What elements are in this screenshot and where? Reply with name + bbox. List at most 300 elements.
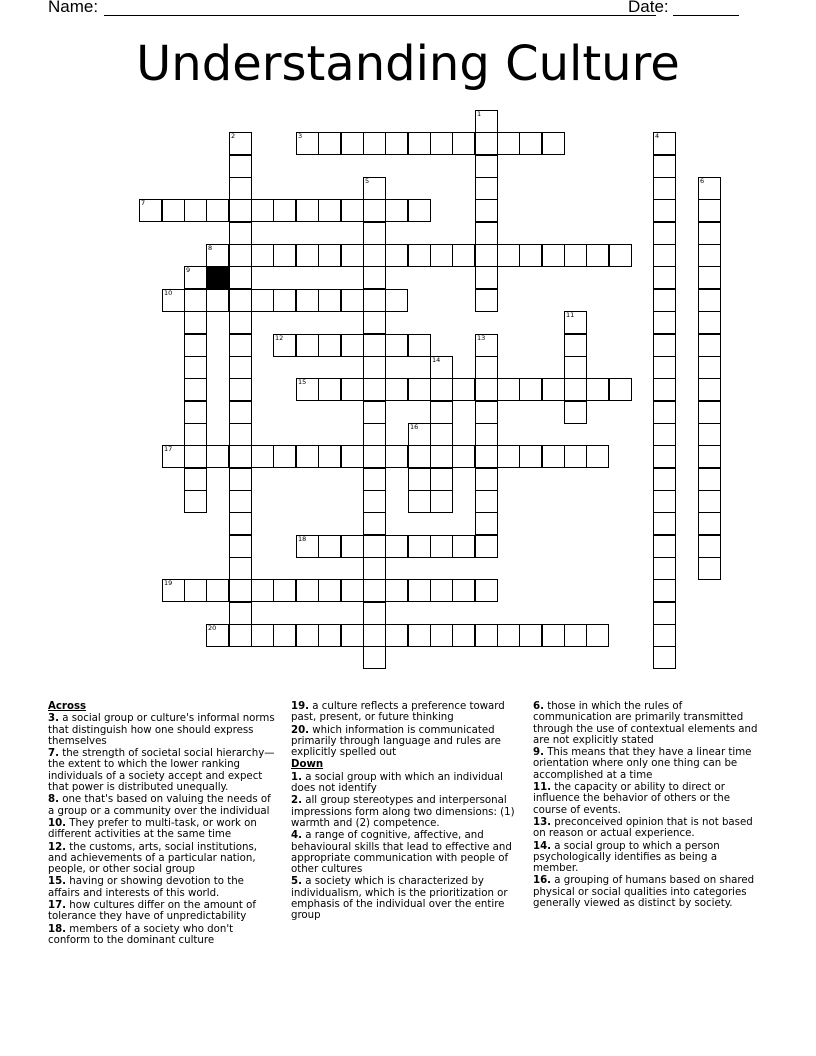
crossword-cell[interactable] <box>475 356 498 379</box>
crossword-cell[interactable] <box>542 378 565 401</box>
clue-number-label: 14 <box>432 356 441 364</box>
crossword-cell[interactable] <box>318 624 341 647</box>
crossword-cell[interactable] <box>586 244 609 267</box>
crossword-cell[interactable] <box>341 579 364 602</box>
name-label: Name: <box>48 0 99 16</box>
crossword-cell[interactable] <box>296 334 319 357</box>
crossword-cell[interactable] <box>363 579 386 602</box>
crossword-cell[interactable] <box>341 378 364 401</box>
clue-number-label: 3 <box>298 132 303 140</box>
crossword-cell[interactable] <box>385 199 408 222</box>
crossword-cell[interactable] <box>296 579 319 602</box>
crossword-cell[interactable] <box>586 378 609 401</box>
crossword-cell[interactable] <box>698 468 721 491</box>
crossword-cell[interactable] <box>229 266 252 289</box>
clue-number-label: 8 <box>208 244 213 252</box>
crossword-cell[interactable] <box>363 557 386 580</box>
crossword-cell[interactable] <box>341 244 364 267</box>
crossword-cell[interactable] <box>564 334 587 357</box>
crossword-cell[interactable] <box>318 579 341 602</box>
crossword-cell[interactable] <box>363 378 386 401</box>
crossword-cell[interactable] <box>452 579 475 602</box>
crossword-cell[interactable] <box>653 177 676 200</box>
crossword-cell[interactable] <box>475 535 498 558</box>
crossword-cell[interactable] <box>162 199 185 222</box>
crossword-cell[interactable] <box>385 289 408 312</box>
crossword-cell[interactable] <box>430 535 453 558</box>
crossword-cell[interactable] <box>273 624 296 647</box>
crossword-cell[interactable] <box>273 579 296 602</box>
crossword-cell[interactable] <box>586 624 609 647</box>
crossword-cell[interactable] <box>184 311 207 334</box>
crossword-cell[interactable] <box>408 378 431 401</box>
crossword-cell[interactable] <box>229 512 252 535</box>
crossword-cell[interactable] <box>475 222 498 245</box>
clue-number: 9. <box>533 747 544 759</box>
crossword-cell[interactable] <box>296 244 319 267</box>
crossword-cell[interactable] <box>408 490 431 513</box>
clue-number: 7. <box>48 748 59 760</box>
crossword-cell[interactable] <box>430 401 453 424</box>
crossword-cell[interactable] <box>229 155 252 178</box>
crossword-cell[interactable] <box>430 468 453 491</box>
crossword-cell[interactable] <box>363 535 386 558</box>
crossword-cell[interactable] <box>229 289 252 312</box>
crossword-cell[interactable] <box>475 266 498 289</box>
clue <box>533 782 763 816</box>
crossword-cell[interactable] <box>363 311 386 334</box>
crossword-cell[interactable] <box>229 535 252 558</box>
crossword-cell[interactable] <box>229 423 252 446</box>
clue-number-label: 4 <box>655 132 660 140</box>
crossword-cell[interactable] <box>430 624 453 647</box>
crossword-cell[interactable] <box>363 512 386 535</box>
clue-number: 6. <box>533 701 544 712</box>
crossword-cell[interactable] <box>653 423 676 446</box>
crossword-cell[interactable] <box>229 177 252 200</box>
crossword-cell[interactable] <box>653 646 676 669</box>
crossword-cell[interactable] <box>564 401 587 424</box>
clue <box>533 841 763 875</box>
crossword-cell[interactable] <box>698 490 721 513</box>
crossword-cell[interactable] <box>229 557 252 580</box>
crossword-cell[interactable] <box>408 468 431 491</box>
crossword-cell[interactable] <box>653 244 676 267</box>
clue-text: a social group to which a person psychologically identifies as being a member. <box>533 840 720 875</box>
clue-number: 4. <box>291 830 302 842</box>
crossword-cell[interactable] <box>698 512 721 535</box>
crossword-cell[interactable] <box>653 222 676 245</box>
crossword-cell[interactable] <box>698 378 721 401</box>
crossword-cell[interactable] <box>475 445 498 468</box>
crossword-cell[interactable] <box>318 535 341 558</box>
clue <box>291 876 521 921</box>
crossword-cell[interactable] <box>698 423 721 446</box>
crossword-cell[interactable] <box>519 244 542 267</box>
crossword-cell[interactable] <box>251 624 274 647</box>
crossword-cell[interactable] <box>341 132 364 155</box>
crossword-cell[interactable] <box>363 289 386 312</box>
crossword-cell[interactable] <box>497 445 520 468</box>
crossword-cell[interactable] <box>430 378 453 401</box>
down-clue-list-continued <box>533 701 763 909</box>
crossword-cell[interactable] <box>184 490 207 513</box>
crossword-cell[interactable] <box>273 289 296 312</box>
clue <box>48 818 278 841</box>
crossword-cell[interactable] <box>698 244 721 267</box>
crossword-cell[interactable] <box>653 624 676 647</box>
crossword-cell[interactable] <box>653 602 676 625</box>
crossword-cell[interactable] <box>385 334 408 357</box>
crossword-cell[interactable] <box>564 378 587 401</box>
crossword-cell[interactable] <box>653 401 676 424</box>
crossword-cell[interactable] <box>318 289 341 312</box>
down-heading: Down <box>291 759 324 771</box>
date-label: Date: <box>628 0 669 16</box>
crossword-cell[interactable] <box>452 132 475 155</box>
crossword-cell[interactable] <box>296 199 319 222</box>
crossword-cell[interactable] <box>318 132 341 155</box>
crossword-cell[interactable] <box>586 445 609 468</box>
crossword-cell[interactable] <box>519 445 542 468</box>
crossword-cell[interactable] <box>698 334 721 357</box>
clue-number: 20. <box>291 724 310 736</box>
crossword-cell[interactable] <box>341 624 364 647</box>
clues-column-2 <box>291 701 521 923</box>
crossword-cell[interactable] <box>184 401 207 424</box>
crossword-cell[interactable] <box>341 199 364 222</box>
crossword-cell[interactable] <box>206 199 229 222</box>
crossword-cell[interactable] <box>452 624 475 647</box>
clue-number: 15. <box>48 876 67 888</box>
crossword-cell[interactable] <box>475 423 498 446</box>
crossword-cell[interactable] <box>475 468 498 491</box>
crossword-cell[interactable] <box>653 378 676 401</box>
crossword-cell[interactable] <box>408 579 431 602</box>
crossword-cell[interactable] <box>475 401 498 424</box>
clue-number-label: 19 <box>164 579 173 587</box>
crossword-cell[interactable] <box>564 445 587 468</box>
down-clue-list <box>291 772 521 922</box>
clue-text: members of a society who don't conform to the dominant culture <box>48 923 234 946</box>
clue <box>533 875 763 909</box>
crossword-cell[interactable] <box>206 289 229 312</box>
clue <box>291 830 521 875</box>
clue-number-label: 7 <box>141 199 146 207</box>
crossword-cell[interactable] <box>184 356 207 379</box>
clue <box>48 900 278 923</box>
crossword-cell[interactable] <box>430 132 453 155</box>
crossword-cell[interactable] <box>385 378 408 401</box>
clue <box>48 876 278 899</box>
crossword-cell[interactable] <box>475 155 498 178</box>
crossword-cell[interactable] <box>452 535 475 558</box>
crossword-cell[interactable] <box>341 535 364 558</box>
crossword-cell[interactable] <box>363 423 386 446</box>
crossword-cell[interactable] <box>184 445 207 468</box>
crossword-cell[interactable] <box>698 199 721 222</box>
crossword-cell[interactable] <box>408 132 431 155</box>
crossword-cell[interactable] <box>653 334 676 357</box>
clue <box>48 748 278 793</box>
clue <box>48 924 278 947</box>
crossword-cell[interactable] <box>229 334 252 357</box>
crossword-cell[interactable] <box>564 244 587 267</box>
crossword-cell[interactable] <box>698 289 721 312</box>
crossword-cell[interactable] <box>519 132 542 155</box>
crossword-cell[interactable] <box>363 334 386 357</box>
crossword-cell[interactable] <box>229 199 252 222</box>
crossword-cell[interactable] <box>385 445 408 468</box>
crossword-cell[interactable] <box>184 289 207 312</box>
clues-column-3 <box>533 701 763 910</box>
clue-text: one that's based on valuing the needs of a group or a community over the individual <box>48 794 271 817</box>
crossword-cell[interactable] <box>519 624 542 647</box>
crossword-cell[interactable] <box>475 177 498 200</box>
crossword-cell[interactable] <box>251 579 274 602</box>
crossword-cell[interactable] <box>653 445 676 468</box>
clue-text: a range of cognitive, affective, and behavioural skills that lead to effective and appropriate communication with people of other cultures <box>291 830 512 876</box>
clue-text: They prefer to multi-task, or work on different activities at the same time <box>48 817 257 841</box>
crossword-cell[interactable] <box>497 132 520 155</box>
crossword-cell[interactable] <box>653 311 676 334</box>
crossword-cell[interactable] <box>363 468 386 491</box>
crossword-cell[interactable] <box>475 378 498 401</box>
crossword-cell[interactable] <box>184 579 207 602</box>
crossword-cell[interactable] <box>318 244 341 267</box>
crossword-cell[interactable] <box>318 445 341 468</box>
crossword-cell[interactable] <box>542 132 565 155</box>
crossword-cell[interactable] <box>363 624 386 647</box>
crossword-cell[interactable] <box>341 445 364 468</box>
crossword-cell[interactable] <box>475 132 498 155</box>
crossword-cell[interactable] <box>408 535 431 558</box>
across-heading: Across <box>48 701 87 712</box>
crossword-cell[interactable] <box>408 199 431 222</box>
crossword-cell[interactable] <box>475 624 498 647</box>
crossword-cell[interactable] <box>653 289 676 312</box>
crossword-cell[interactable] <box>475 579 498 602</box>
crossword-cell[interactable] <box>206 445 229 468</box>
crossword-cell[interactable] <box>408 334 431 357</box>
page-title: Understanding Culture <box>136 36 680 92</box>
crossword-cell[interactable] <box>229 445 252 468</box>
crossword-cell[interactable] <box>475 490 498 513</box>
crossword-cell[interactable] <box>497 378 520 401</box>
crossword-cell[interactable] <box>273 199 296 222</box>
crossword-cell[interactable] <box>519 378 542 401</box>
clue-number: 10. <box>48 817 67 829</box>
crossword-cell[interactable] <box>653 356 676 379</box>
crossword-cell[interactable] <box>653 266 676 289</box>
crossword-cell[interactable] <box>430 445 453 468</box>
crossword-cell[interactable] <box>698 401 721 424</box>
crossword-cell[interactable] <box>408 445 431 468</box>
crossword-cell[interactable] <box>609 378 632 401</box>
crossword-cell[interactable] <box>229 468 252 491</box>
clue-text: the capacity or ability to direct or influence the behavior of others or the course of events. <box>533 782 731 816</box>
clue-text: This means that they have a linear time orientation where only one thing can be accomplished at a time <box>533 747 752 781</box>
crossword-cell[interactable] <box>653 199 676 222</box>
clue-number-label: 5 <box>365 177 370 185</box>
crossword-cell[interactable] <box>564 624 587 647</box>
clue-number: 13. <box>533 816 552 828</box>
across-clue-list <box>48 713 278 946</box>
clue-number: 14. <box>533 840 552 852</box>
crossword-cell[interactable] <box>408 244 431 267</box>
clue <box>48 842 278 876</box>
crossword-cell[interactable] <box>296 624 319 647</box>
crossword-cell[interactable] <box>609 244 632 267</box>
crossword-cell[interactable] <box>653 579 676 602</box>
crossword-cell[interactable] <box>698 311 721 334</box>
crossword-cell[interactable] <box>184 199 207 222</box>
crossword-cell[interactable] <box>542 445 565 468</box>
clue-text: preconceived opinion that is not based on reason or actual experience. <box>533 816 753 840</box>
crossword-cell[interactable] <box>385 579 408 602</box>
crossword-cell[interactable] <box>229 222 252 245</box>
crossword-cell[interactable] <box>251 445 274 468</box>
clue-number-label: 15 <box>298 378 307 386</box>
crossword-cell[interactable] <box>363 222 386 245</box>
crossword-cell[interactable] <box>318 334 341 357</box>
crossword-cell[interactable] <box>363 490 386 513</box>
crossword-cell[interactable] <box>229 624 252 647</box>
clue-text: all group stereotypes and interpersonal impressions form along two dimensions: (1) warmth and (2) competence. <box>291 795 515 829</box>
clue-number-label: 16 <box>410 423 419 431</box>
crossword-cell[interactable] <box>475 289 498 312</box>
crossword-cell[interactable] <box>363 445 386 468</box>
crossword-cell[interactable] <box>229 244 252 267</box>
crossword-cell[interactable] <box>341 289 364 312</box>
clue-text: a grouping of humans based on shared physical or social qualities into categories generally viewed as distinct by society. <box>533 875 755 910</box>
crossword-cell[interactable] <box>698 557 721 580</box>
crossword-cell[interactable] <box>475 512 498 535</box>
crossword-cell[interactable] <box>542 244 565 267</box>
crossword-cell[interactable] <box>251 244 274 267</box>
crossword-cell[interactable] <box>363 266 386 289</box>
clue-text: the customs, arts, social institutions, and achievements of a particular nation, people, or other social group <box>48 841 257 876</box>
crossword-cell[interactable] <box>363 401 386 424</box>
clue-number-label: 18 <box>298 535 307 543</box>
crossword-cell[interactable] <box>475 244 498 267</box>
crossword-cell[interactable] <box>363 646 386 669</box>
crossword-cell[interactable] <box>698 222 721 245</box>
clue-number: 8. <box>48 794 59 806</box>
crossword-cell[interactable] <box>497 624 520 647</box>
clue-number-label: 2 <box>231 132 236 140</box>
crossword-cell[interactable] <box>318 378 341 401</box>
crossword-cell[interactable] <box>653 155 676 178</box>
crossword-cell[interactable] <box>229 356 252 379</box>
clue-number-label: 10 <box>164 289 173 297</box>
crossword-cell[interactable] <box>184 423 207 446</box>
crossword-cell[interactable] <box>497 244 520 267</box>
crossword-cell[interactable] <box>273 244 296 267</box>
crossword-cell[interactable] <box>385 535 408 558</box>
crossword-cell[interactable] <box>206 579 229 602</box>
crossword-cell[interactable] <box>229 401 252 424</box>
crossword-cell[interactable] <box>653 490 676 513</box>
crossword-cell[interactable] <box>385 132 408 155</box>
crossword-cell[interactable] <box>341 334 364 357</box>
crossword-cell[interactable] <box>542 624 565 647</box>
crossword-cell[interactable] <box>229 579 252 602</box>
crossword-cell[interactable] <box>385 244 408 267</box>
crossword-cell[interactable] <box>296 445 319 468</box>
clue-number-label: 20 <box>208 624 217 632</box>
crossword-cell[interactable] <box>452 244 475 267</box>
clue-number: 18. <box>48 923 67 935</box>
crossword-cell[interactable] <box>229 378 252 401</box>
clue-number: 16. <box>533 875 552 887</box>
crossword-cell[interactable] <box>251 289 274 312</box>
clue-text: which information is communicated primarily through language and rules are explicitly spelled out <box>291 724 501 759</box>
clue-number: 3. <box>48 713 59 725</box>
crossword-cell[interactable] <box>273 445 296 468</box>
crossword-cell[interactable] <box>430 423 453 446</box>
crossword-cell[interactable] <box>564 356 587 379</box>
clue-number-label: 1 <box>477 110 482 118</box>
crossword-cell[interactable] <box>698 266 721 289</box>
crossword-cell[interactable] <box>363 199 386 222</box>
crossword-cell[interactable] <box>184 468 207 491</box>
clue <box>291 701 521 724</box>
crossword-cell[interactable] <box>363 132 386 155</box>
clue-number-label: 17 <box>164 445 173 453</box>
crossword-cell[interactable] <box>653 535 676 558</box>
crossword-cell[interactable] <box>229 490 252 513</box>
crossword-cell[interactable] <box>653 468 676 491</box>
crossword-cell[interactable] <box>698 356 721 379</box>
crossword-cell[interactable] <box>653 512 676 535</box>
crossword-cell[interactable] <box>251 199 274 222</box>
clue-number-label: 9 <box>186 266 191 274</box>
crossword-cell[interactable] <box>184 334 207 357</box>
crossword-cell[interactable] <box>363 356 386 379</box>
crossword-cell[interactable] <box>385 624 408 647</box>
crossword-cell[interactable] <box>698 445 721 468</box>
crossword-cell[interactable] <box>452 445 475 468</box>
crossword-cell[interactable] <box>363 602 386 625</box>
crossword-cell[interactable] <box>318 199 341 222</box>
crossword-cell[interactable] <box>698 535 721 558</box>
clue <box>48 713 278 747</box>
clue-text: the strength of societal social hierarchy—the extent to which the lower ranking individuals of a society accept and expect that power is distributed unequally. <box>48 748 275 794</box>
clue-text: a social group with which an individual does not identify <box>291 771 503 795</box>
crossword-cell[interactable] <box>653 557 676 580</box>
clue-number: 12. <box>48 841 67 853</box>
crossword-cell[interactable] <box>430 244 453 267</box>
clue-number: 11. <box>533 782 552 794</box>
clue-number-label: 12 <box>275 334 284 342</box>
crossword-cell[interactable] <box>229 602 252 625</box>
clue-number-label: 13 <box>477 334 486 342</box>
crossword-cell[interactable] <box>296 289 319 312</box>
crossword-cell[interactable] <box>184 378 207 401</box>
clue <box>533 747 763 781</box>
crossword-cell[interactable] <box>475 199 498 222</box>
clue-number: 17. <box>48 900 67 912</box>
crossword-cell[interactable] <box>363 244 386 267</box>
clue <box>48 794 278 817</box>
crossword-cell[interactable] <box>408 624 431 647</box>
crossword-cell[interactable] <box>430 490 453 513</box>
crossword-cell[interactable] <box>229 311 252 334</box>
crossword-cell[interactable] <box>430 579 453 602</box>
clue <box>291 772 521 795</box>
crossword-cell[interactable] <box>452 378 475 401</box>
